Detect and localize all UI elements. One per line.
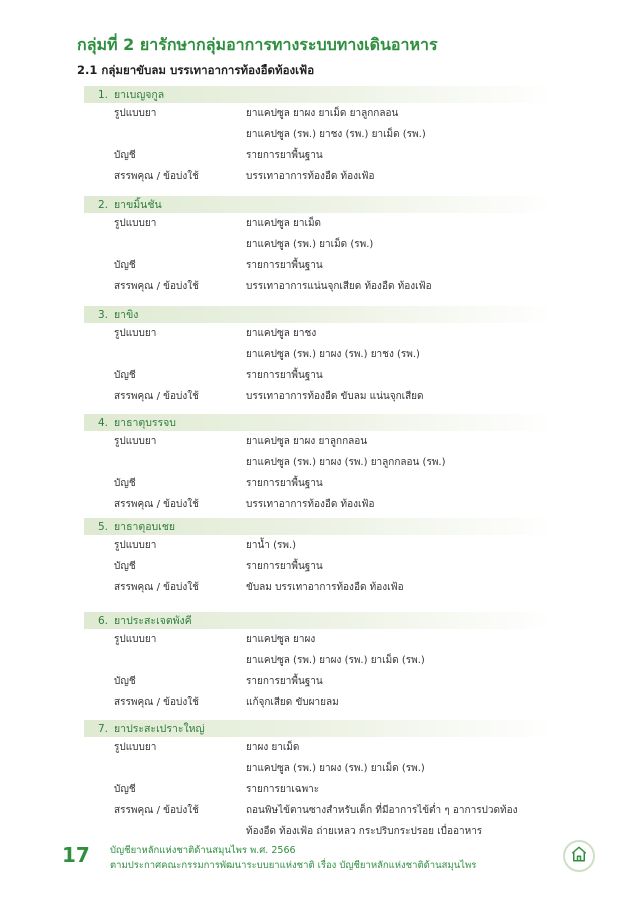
dosage-form-row bbox=[84, 323, 554, 365]
dosage-form-row-values bbox=[246, 103, 554, 145]
drug-list-row-value: รายการยาพื้นฐาน bbox=[246, 370, 323, 381]
dosage-form-row-label: รูปแบบยา bbox=[114, 742, 157, 753]
dosage-form-row-value: ยาแคปซูล (รพ.) ยาผง (รพ.) ยาชง (รพ.) bbox=[246, 349, 420, 360]
section-title-bar bbox=[84, 518, 554, 535]
section-drug-name: ยาเบญจกูล bbox=[114, 89, 165, 101]
indication-row-label: สรรพคุณ / ข้อบ่งใช้ bbox=[114, 281, 199, 292]
dosage-form-row bbox=[84, 103, 554, 145]
drug-list-row-values bbox=[246, 255, 554, 276]
drug-section bbox=[84, 518, 554, 598]
indication-row-value: บรรเทาอาการท้องอืด ท้องเฟ้อ bbox=[246, 171, 375, 182]
section-number: 7. bbox=[98, 722, 109, 735]
drug-list-row-values bbox=[246, 779, 554, 800]
section-title-bar bbox=[84, 414, 554, 431]
drug-list-row-label: บัญชี bbox=[114, 370, 136, 381]
section-drug-name: ยาธาตุบรรจบ bbox=[114, 417, 176, 429]
drug-list-row bbox=[84, 145, 554, 166]
section-number: 2. bbox=[98, 198, 109, 211]
drug-list-row-label: บัญชี bbox=[114, 676, 136, 687]
indication-row-label: สรรพคุณ / ข้อบ่งใช้ bbox=[114, 805, 199, 816]
drug-list-row bbox=[84, 779, 554, 800]
dosage-form-row-label: รูปแบบยา bbox=[114, 328, 157, 339]
indication-row-value: ถอนพิษไข้ตานซางสำหรับเด็ก ที่มีอาการไข้ต่ำ ๆ อาการปวดท้อง bbox=[246, 805, 518, 816]
drug-list-row bbox=[84, 556, 554, 577]
drug-list-row-value: รายการยาพื้นฐาน bbox=[246, 478, 323, 489]
drug-list-row-label: บัญชี bbox=[114, 260, 136, 271]
dosage-form-row-values bbox=[246, 629, 554, 671]
page-heading: กลุ่มที่ 2 ยารักษากลุ่มอาการทางระบบทางเดินอาหาร bbox=[77, 35, 438, 54]
dosage-form-row bbox=[84, 629, 554, 671]
dosage-form-row-value: ยาน้ำ (รพ.) bbox=[246, 540, 297, 551]
section-number: 5. bbox=[98, 520, 109, 533]
section-title-bar bbox=[84, 196, 554, 213]
dosage-form-row-label: รูปแบบยา bbox=[114, 108, 157, 119]
dosage-form-row-value: ยาผง ยาเม็ด bbox=[246, 742, 300, 753]
drug-list-row-values bbox=[246, 145, 554, 166]
section-drug-name: ยาประสะเจตพังคี bbox=[114, 615, 192, 627]
drug-section bbox=[84, 612, 554, 713]
indication-row bbox=[84, 276, 554, 297]
drug-list-row-values bbox=[246, 556, 554, 577]
page-subheading: 2.1 กลุ่มยาขับลม บรรเทาอาการท้องอืดท้องเฟ้อ bbox=[77, 63, 315, 77]
drug-section bbox=[84, 414, 554, 515]
dosage-form-row-value: ยาแคปซูล (รพ.) ยาผง (รพ.) ยาเม็ด (รพ.) bbox=[246, 655, 425, 666]
dosage-form-row-value: ยาแคปซูล ยาผง ยาลูกกลอน bbox=[246, 436, 368, 447]
drug-list-row-values bbox=[246, 473, 554, 494]
dosage-form-row bbox=[84, 737, 554, 779]
dosage-form-row-value: ยาแคปซูล ยาเม็ด bbox=[246, 218, 322, 229]
drug-list-row bbox=[84, 365, 554, 386]
footer-title: บัญชียาหลักแห่งชาติด้านสมุนไพร พ.ศ. 2566 bbox=[110, 845, 296, 856]
indication-row-values bbox=[246, 386, 554, 407]
drug-list-row-values bbox=[246, 365, 554, 386]
indication-row-values bbox=[246, 800, 554, 842]
section-title-bar bbox=[84, 612, 554, 629]
drug-list-row bbox=[84, 473, 554, 494]
dosage-form-row bbox=[84, 535, 554, 556]
dosage-form-row-value: ยาแคปซูล ยาชง bbox=[246, 328, 317, 339]
drug-list-row bbox=[84, 671, 554, 692]
indication-row-label: สรรพคุณ / ข้อบ่งใช้ bbox=[114, 697, 199, 708]
section-title-bar bbox=[84, 306, 554, 323]
section-number: 4. bbox=[98, 416, 109, 429]
section-title-bar bbox=[84, 86, 554, 103]
indication-row-value: บรรเทาอาการแน่นจุกเสียด ท้องอืด ท้องเฟ้อ bbox=[246, 281, 432, 292]
page-number: 17 bbox=[62, 843, 90, 867]
drug-list-row-value: รายการยาเฉพาะ bbox=[246, 784, 320, 795]
indication-row-values bbox=[246, 276, 554, 297]
section-title-bar bbox=[84, 720, 554, 737]
indication-row-label: สรรพคุณ / ข้อบ่งใช้ bbox=[114, 391, 199, 402]
section-number: 1. bbox=[98, 88, 109, 101]
dosage-form-row-value: ยาแคปซูล (รพ.) ยาชง (รพ.) ยาเม็ด (รพ.) bbox=[246, 129, 426, 140]
indication-row-value: ท้องอืด ท้องเฟ้อ ถ่ายเหลว กระปริบกระปรอย เบื่ออาหาร bbox=[246, 826, 483, 837]
indication-row-label: สรรพคุณ / ข้อบ่งใช้ bbox=[114, 582, 199, 593]
drug-list-row-value: รายการยาพื้นฐาน bbox=[246, 150, 323, 161]
drug-section bbox=[84, 86, 554, 187]
dosage-form-row bbox=[84, 213, 554, 255]
indication-row-values bbox=[246, 494, 554, 515]
indication-row-label: สรรพคุณ / ข้อบ่งใช้ bbox=[114, 499, 199, 510]
dosage-form-row-values bbox=[246, 323, 554, 365]
home-button[interactable] bbox=[563, 840, 595, 872]
section-number: 3. bbox=[98, 308, 109, 321]
drug-list-row-value: รายการยาพื้นฐาน bbox=[246, 260, 323, 271]
drug-section bbox=[84, 306, 554, 407]
dosage-form-row-value: ยาแคปซูล ยาผง ยาเม็ด ยาลูกกลอน bbox=[246, 108, 399, 119]
indication-row bbox=[84, 386, 554, 407]
dosage-form-row-values bbox=[246, 737, 554, 779]
indication-row bbox=[84, 166, 554, 187]
drug-list-row-label: บัญชี bbox=[114, 784, 136, 795]
dosage-form-row-value: ยาแคปซูล (รพ.) ยาผง (รพ.) ยาเม็ด (รพ.) bbox=[246, 763, 425, 774]
indication-row bbox=[84, 577, 554, 598]
dosage-form-row-values bbox=[246, 535, 554, 556]
dosage-form-row-value: ยาแคปซูล (รพ.) ยาเม็ด (รพ.) bbox=[246, 239, 374, 250]
indication-row-value: ขับลม บรรเทาอาการท้องอืด ท้องเฟ้อ bbox=[246, 582, 404, 593]
drug-list-row bbox=[84, 255, 554, 276]
dosage-form-row-label: รูปแบบยา bbox=[114, 218, 157, 229]
dosage-form-row-value: ยาแคปซูล ยาผง bbox=[246, 634, 316, 645]
footer-subtitle: ตามประกาศคณะกรรมการพัฒนาระบบยาแห่งชาติ เรื่อง บัญชียาหลักแห่งชาติด้านสมุนไพร bbox=[110, 860, 477, 871]
dosage-form-row-values bbox=[246, 213, 554, 255]
drug-list-row-label: บัญชี bbox=[114, 561, 136, 572]
indication-row-value: บรรเทาอาการท้องอืด ท้องเฟ้อ bbox=[246, 499, 375, 510]
home-icon bbox=[570, 845, 588, 867]
indication-row-values bbox=[246, 577, 554, 598]
dosage-form-row-label: รูปแบบยา bbox=[114, 540, 157, 551]
drug-list-row-value: รายการยาพื้นฐาน bbox=[246, 561, 323, 572]
drug-section bbox=[84, 720, 554, 842]
indication-row bbox=[84, 800, 554, 842]
drug-list-row-values bbox=[246, 671, 554, 692]
indication-row bbox=[84, 494, 554, 515]
dosage-form-row-label: รูปแบบยา bbox=[114, 634, 157, 645]
section-drug-name: ยาขมิ้นชัน bbox=[114, 199, 162, 211]
indication-row-values bbox=[246, 166, 554, 187]
indication-row bbox=[84, 692, 554, 713]
drug-list-row-label: บัญชี bbox=[114, 478, 136, 489]
dosage-form-row bbox=[84, 431, 554, 473]
drug-list-row-value: รายการยาพื้นฐาน bbox=[246, 676, 323, 687]
drug-section bbox=[84, 196, 554, 297]
dosage-form-row-value: ยาแคปซูล (รพ.) ยาผง (รพ.) ยาลูกกลอน (รพ.) bbox=[246, 457, 446, 468]
section-drug-name: ยาขิง bbox=[114, 309, 139, 321]
section-drug-name: ยาธาตุอบเชย bbox=[114, 521, 176, 533]
drug-list-row-label: บัญชี bbox=[114, 150, 136, 161]
section-number: 6. bbox=[98, 614, 109, 627]
dosage-form-row-values bbox=[246, 431, 554, 473]
indication-row-value: แก้จุกเสียด ขับผายลม bbox=[246, 697, 339, 708]
indication-row-value: บรรเทาอาการท้องอืด ขับลม แน่นจุกเสียด bbox=[246, 391, 424, 402]
dosage-form-row-label: รูปแบบยา bbox=[114, 436, 157, 447]
section-drug-name: ยาประสะเปราะใหญ่ bbox=[114, 723, 205, 735]
indication-row-label: สรรพคุณ / ข้อบ่งใช้ bbox=[114, 171, 199, 182]
indication-row-values bbox=[246, 692, 554, 713]
